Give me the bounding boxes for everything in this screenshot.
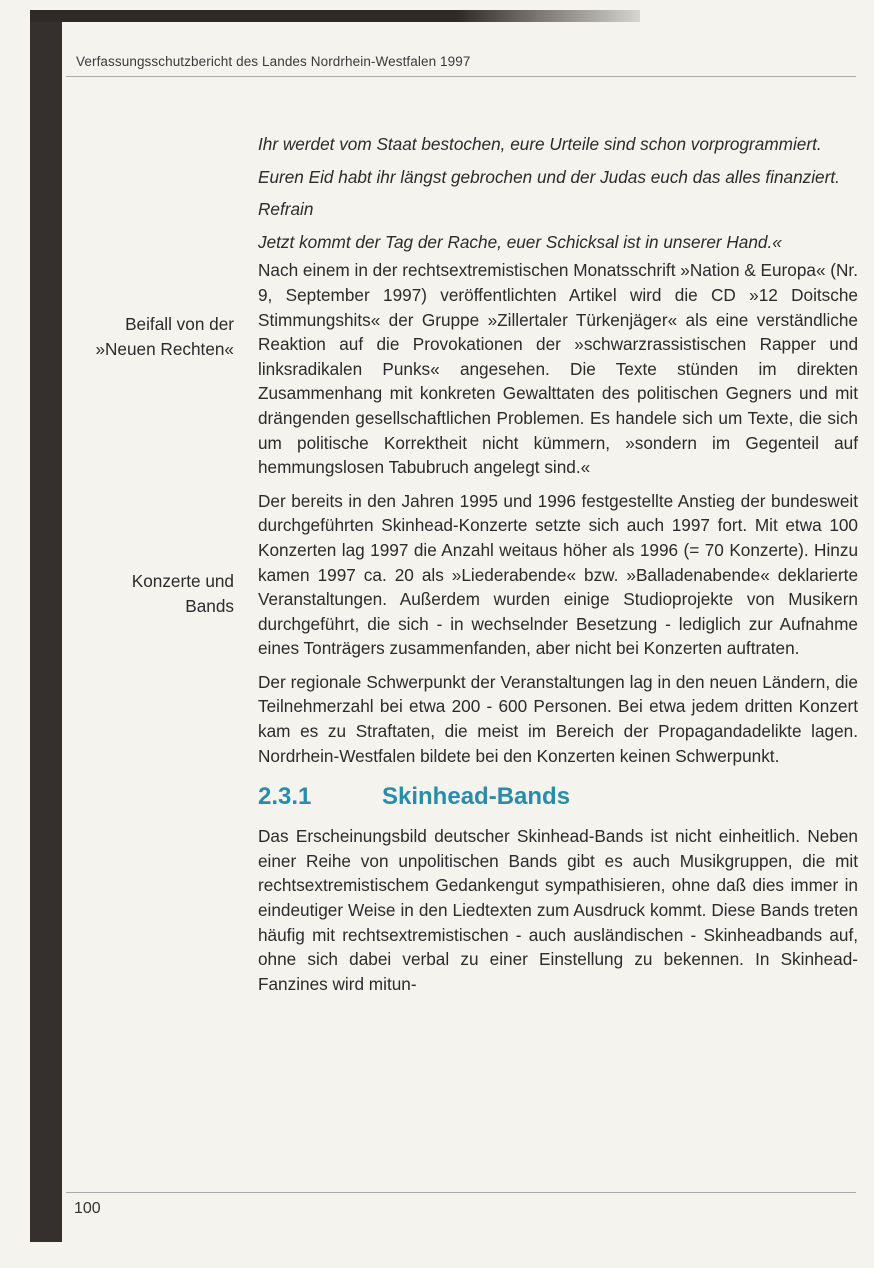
margin-note-line: Beifall von der: [125, 314, 234, 334]
top-edge-bar: [30, 10, 640, 22]
quote-refrain: Refrain: [258, 199, 314, 220]
margin-note-konzerte: [66, 569, 234, 618]
margin-note-beifall: [66, 312, 234, 361]
footer-rule: [66, 1192, 856, 1193]
paragraph-regionaler-schwerpunkt: Der regionale Schwerpunkt der Veranstaltungen lag in den neuen Ländern, die Teilnehmerzahl bei etwa 200 - 600 Personen. Bei etwa jedem dritten Konzert kam es zu Straftaten, die meist im Bereich der Propagandadelikte lagen. Nordrhein-Westfalen bildete bei den Konzerten keinen Schwerpunkt.: [258, 671, 858, 766]
quote-line: Ihr werdet vom Staat bestochen, eure Urteile sind schon vorprogrammiert.: [258, 134, 822, 154]
margin-note-line: »Neuen Rechten«: [95, 338, 234, 359]
section-heading: [258, 782, 858, 812]
page-number: 100: [74, 1200, 101, 1217]
margin-note-line: Konzerte und: [131, 571, 234, 591]
book-spine-shadow: [30, 10, 62, 1242]
header-rule: [66, 76, 856, 77]
paragraph-skinhead-bands: Das Erscheinungsbild deutscher Skinhead-Bands ist nicht einheitlich. Neben einer Reihe von unpolitischen Bands gibt es auch Musikgruppen, die mit rechtsextremistischem Gedankengut sympathisieren, ohne daß dies immer in eindeutiger Weise in den Liedtexten zum Ausdruck kommt. Diese Bands treten häufig mit rechtsextremistischen - auch ausländischen - Skinheadbands auf, ohne sich dabei verbal zu einer Einstellung zu bekennen. In Skinhead-Fanzines wird mitun-: [258, 826, 858, 994]
quote-line: Jetzt kommt der Tag der Rache, euer Schicksal ist in unserer Hand.«: [258, 231, 782, 252]
paragraph-nation-europa: Nach einem in der rechtsextremistischen Monatsschrift »Nation & Europa« (Nr. 9, September 1997) veröffentlichten Artikel wird die CD »12 Doitsche Stimmungshits« der Gruppe »Zillertaler Türkenjäger« als eine verständliche Reaktion auf die Provokationen der »schwarzrassistischen Rapper und linksradikalen Punks« angesehen. Die Texte stünden im direkten Zusammenhang mit konkreten Gewalttaten des politischen Gegners und mit drängenden gesellschaftlichen Problemen. Es handele sich um Texte, die sich um politische Korrektheit nicht kümmern, »sondern im Gegenteil auf hemmungslosen Tabubruch angelegt sind.«: [258, 260, 858, 478]
quote-line: Euren Eid habt ihr längst gebrochen und der Judas euch das alles finanziert.: [258, 166, 840, 187]
main-text-column: [258, 132, 858, 996]
running-header: Verfassungsschutzbericht des Landes Nordrhein-Westfalen 1997: [76, 54, 471, 69]
section-number: 2.3.1: [258, 783, 312, 811]
section-title: Skinhead-Bands: [382, 783, 571, 811]
paragraph-konzerte-anstieg: Der bereits in den Jahren 1995 und 1996 festgestellte Anstieg der bundesweit durchgeführten Skinhead-Konzerte setzte sich auch 1997 fort. Mit etwa 100 Konzerten lag 1997 die Anzahl weitaus höher als 1996 (= 70 Konzerte). Hinzu kamen 1997 ca. 20 als »Liederabende« bzw. »Balladenabende« deklarierte Veranstaltungen. Außerdem wurden einige Studioprojekte von Musikern durchgeführt, die sich - in wechselnder Besetzung - lediglich zur Aufnahme eines Tonträgers zusammenfanden, aber nicht bei Konzerten auftraten.: [258, 490, 858, 659]
margin-note-line: Bands: [185, 595, 234, 616]
